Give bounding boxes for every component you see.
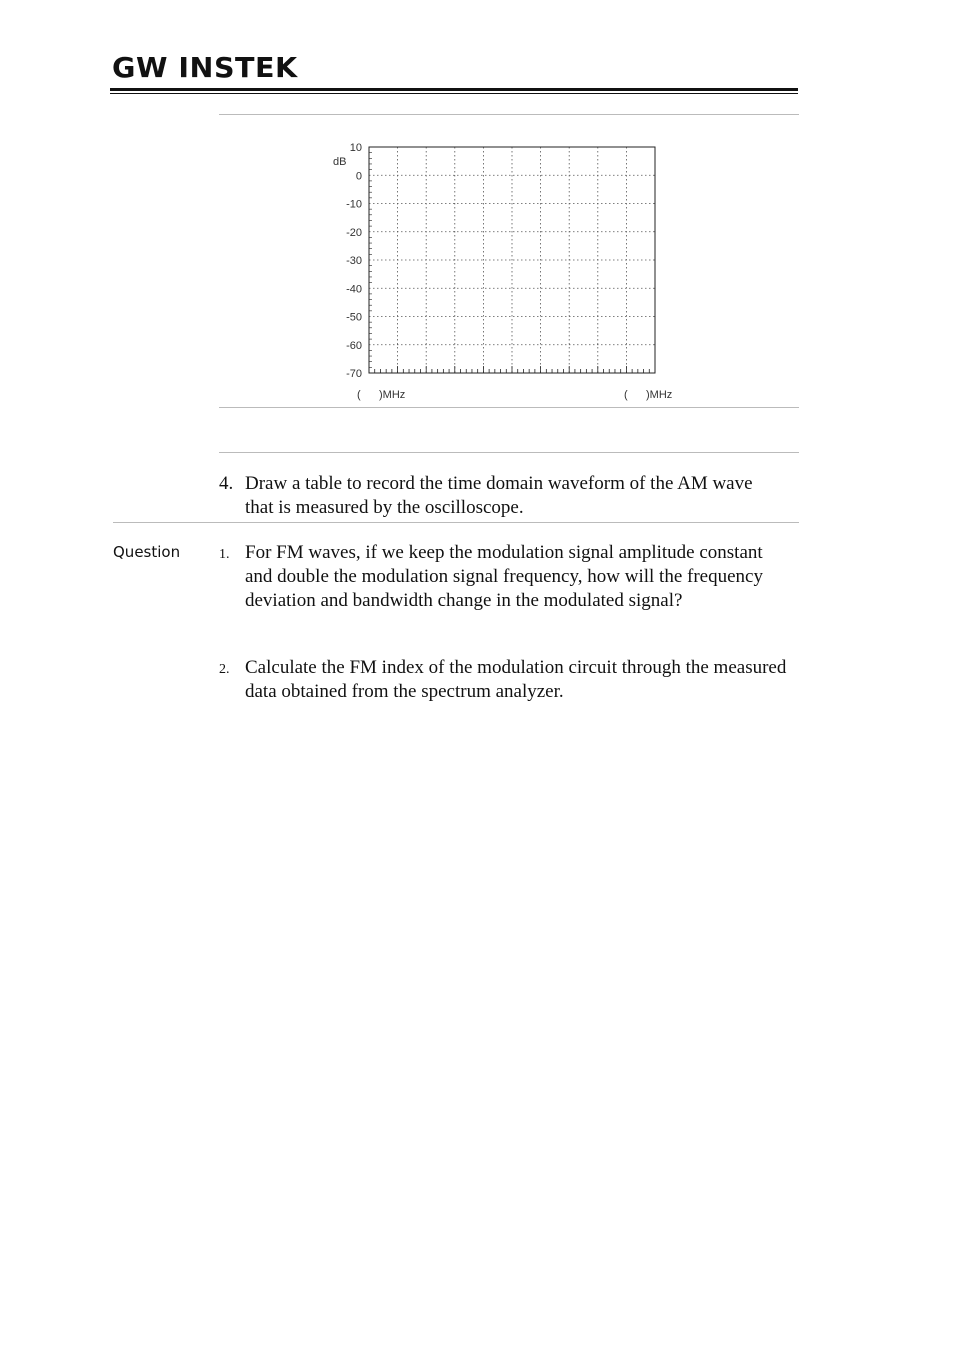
y-tick-label: -50 (346, 311, 362, 324)
question-1-number: 1. (219, 547, 230, 562)
question-item-2 (0, 656, 954, 706)
brand-logo-text: GW INSTEK (112, 51, 298, 84)
divider (219, 407, 799, 408)
y-tick-label: -60 (346, 339, 362, 352)
divider (219, 452, 799, 453)
header-rule (110, 88, 798, 91)
question-2-text: Calculate the FM index of the modulation circuit through the measured data obtained from the spectrum analyzer. (245, 657, 787, 702)
chart-ylabel: dB (333, 156, 347, 168)
y-tick-label: -10 (346, 198, 362, 211)
spectrum-chart (320, 135, 700, 405)
chart-x-right-label: ( )MHz (624, 389, 673, 401)
y-tick-label: -30 (346, 255, 362, 267)
question-label: Question (113, 543, 181, 561)
divider (219, 114, 799, 115)
step-4-number: 4. (219, 473, 234, 494)
chart-x-left-label: ( )MHz (357, 389, 406, 401)
question-item-1 (0, 541, 954, 641)
y-tick-label: 10 (349, 142, 362, 154)
y-tick-label: -40 (346, 283, 362, 296)
step-4 (0, 472, 954, 522)
chart-y-ticks (346, 142, 372, 380)
question-2-number: 2. (219, 662, 230, 677)
divider (113, 522, 799, 523)
header-rule-thin (110, 93, 798, 94)
y-tick-label: -20 (346, 226, 362, 239)
question-1-text: For FM waves, if we keep the modulation signal amplitude constant and double the modulation signal frequency, how will the frequency deviation and bandwidth change in the modulated signal? (245, 542, 763, 611)
y-tick-label: 0 (355, 170, 362, 183)
step-4-text: Draw a table to record the time domain waveform of the AM wave that is measured by the oscilloscope. (245, 473, 753, 518)
brand-logo (112, 51, 298, 84)
chart-x-ticks (369, 366, 655, 373)
chart-grid (369, 147, 655, 373)
y-tick-label: -70 (346, 368, 362, 380)
